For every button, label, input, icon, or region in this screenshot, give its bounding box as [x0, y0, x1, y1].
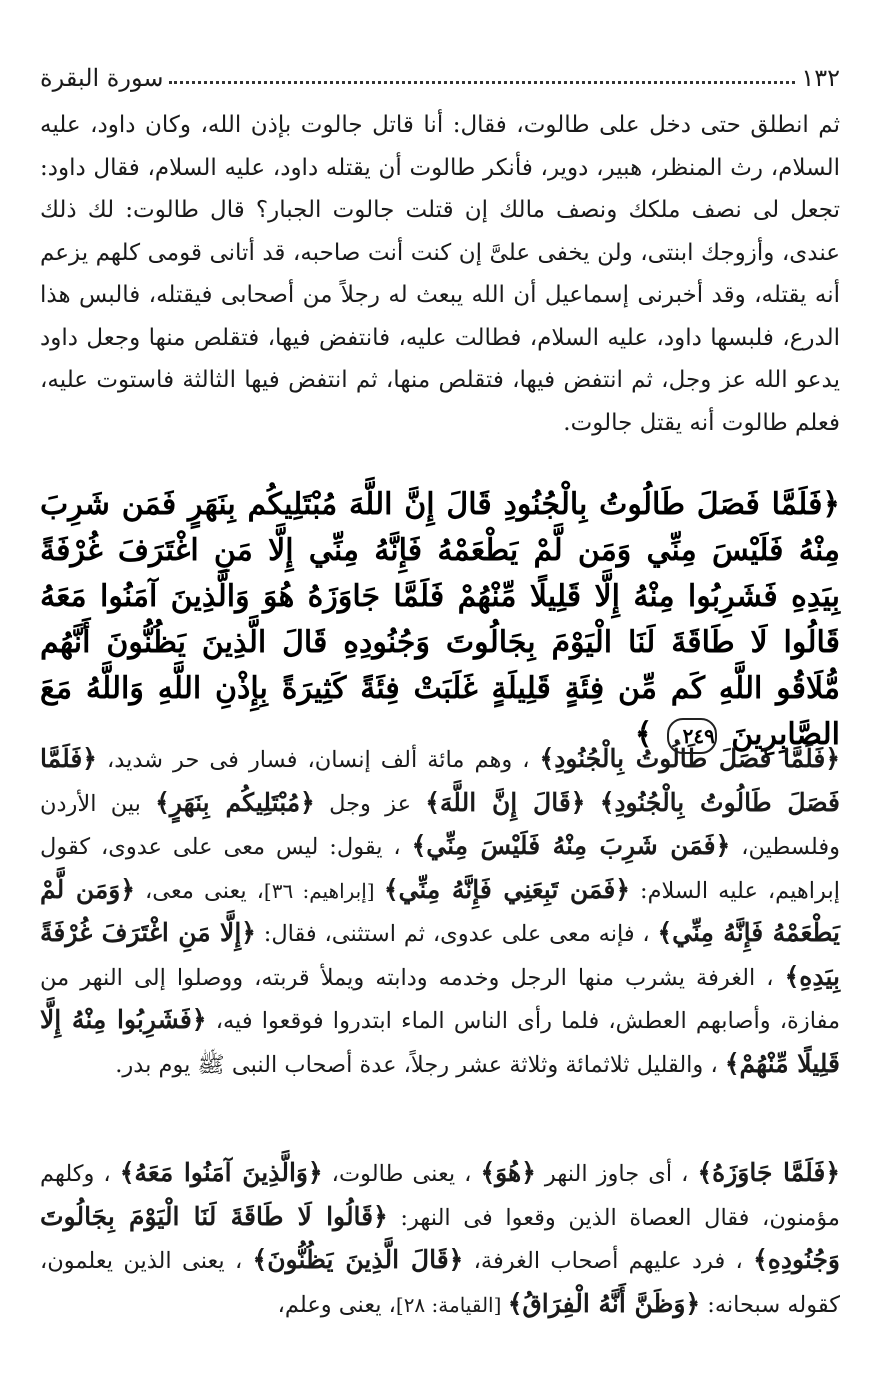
- commentary-text: ، يعنى معى،: [134, 877, 264, 904]
- quran-quote: ﴿وَالَّذِينَ آمَنُوا مَعَهُ﴾: [119, 1158, 323, 1187]
- commentary-text: ، يعنى طالوت،: [322, 1161, 481, 1187]
- narrative-paragraph: ثم انطلق حتى دخل على طالوت، فقال: أنا قاتل جالوت بإذن الله، وكان داود، عليه السلام، رث المنظر، هبير، دوير، فأنكر طالوت أن يقتله داود، عليه السلام، فقال داود: تجعل لى نصف ملكك ونصف مالك إن قتلت جالوت الجبار؟ قال طالوت: لك ذلك عندى، وأزوجك ابنتى، ولن يخفى علىَّ إن كنت أنت صاحبه، قد أتانى قومى كلهم يزعم أنه يقتله، وقد أخبرنى إسماعيل أن الله يبعث له رجلاً من أصحابى فيقتله، فالبس هذا الدرع، فلبسها داود، عليه السلام، فطالت عليه، فانتفض فيها، فتقلص منها وجعل داود يدعو الله عز وجل، ثم انتفض فيها، فتقلص منها، ثم انتفض فيها الثالثة فاستوت عليه، فعلم طالوت أنه يقتل جالوت.: [40, 112, 840, 436]
- quran-quote: ﴿مُبْتَلِيكُم بِنَهَرٍ﴾: [155, 787, 315, 817]
- tafsir-paragraph-2: [40, 1152, 840, 1326]
- page-header: [40, 52, 840, 92]
- commentary-text: ، أى جاوز النهر: [535, 1161, 698, 1187]
- quran-quote: ﴿فَلَمَّا فَصَلَ طَالُوتُ بِالْجُنُودِ﴾: [40, 744, 841, 817]
- quran-quote: ﴿قَالَ إِنَّ اللَّهَ﴾: [425, 787, 586, 817]
- citation-reference: [القيامة: ٢٨]: [395, 1292, 508, 1317]
- ayah-number-marker: ٢٤٩: [667, 718, 717, 754]
- quran-quote: ﴿فَلَمَّا جَاوَزَهُ﴾: [697, 1158, 840, 1187]
- commentary-text: ، يعنى الذين يعلمون، كقوله سبحانه:: [40, 1248, 840, 1318]
- quran-quote: ﴿فَمَن تَبِعَنِي فَإِنَّهُ مِنِّي﴾: [383, 874, 630, 904]
- verse-closing-bracket: ﴾: [634, 717, 653, 752]
- quran-verse-block: [40, 482, 840, 758]
- commentary-text: ، يعنى وعلم،: [277, 1291, 396, 1318]
- tafsir-paragraph-1: [40, 738, 840, 1086]
- commentary-text: [585, 791, 599, 817]
- quran-quote: ﴿وَمَن لَّمْ يَطْعَمْهُ فَإِنَّهُ مِنِّي﴾: [40, 874, 840, 947]
- commentary-text: ، وكلهم مؤمنون، فقال العصاة الذين وقعوا فى النهر:: [40, 1161, 840, 1231]
- commentary-text: ، الغرفة يشرب منها الرجل وخدمه ودابته ويملأ قربته، ووصلوا إلى النهر من مفازة، وأصابهم العطش، فلما رأى الناس الماء ابتدروا فوقعوا فيه،: [40, 964, 840, 1034]
- commentary-text: ، والقليل ثلاثمائة وثلاثة عشر رجلاً، عدة أصحاب النبى ﷺ يوم بدر.: [115, 1051, 725, 1078]
- commentary-text: بين الأردن وفلسطين،: [40, 790, 841, 860]
- header-dot-leader: [169, 81, 795, 84]
- commentary-text: ، يقول: ليس معى على عدوى، كقول إبراهيم، عليه السلام:: [40, 834, 840, 904]
- quran-quote: ﴿فَشَرِبُوا مِنْهُ إِلَّا قَلِيلًا مِّنْهُمْ﴾: [40, 1005, 840, 1078]
- quran-quote: ﴿وَظَنَّ أَنَّهُ الْفِرَاقُ﴾: [507, 1288, 701, 1318]
- commentary-text: عز وجل: [314, 790, 426, 817]
- commentary-text: ، فرد عليهم أصحاب الغرفة،: [463, 1248, 754, 1274]
- quran-quote: ﴿قَالُوا لَا طَاقَةَ لَنَا الْيَوْمَ بِجَالُوتَ وَجُنُودِهِ﴾: [40, 1201, 841, 1274]
- quran-quote: ﴿فَمَن شَرِبَ مِنْهُ فَلَيْسَ مِنِّي﴾: [411, 831, 731, 860]
- page-number: ١٣٢: [801, 64, 840, 92]
- quran-quote: ﴿إِلَّا مَنِ اغْتَرَفَ غُرْفَةً بِيَدِهِ﴾: [40, 918, 840, 991]
- surah-title: سورة البقرة: [40, 64, 164, 92]
- citation-reference: [إبراهيم: ٣٦]: [263, 878, 384, 903]
- quran-quote: ﴿فَلَمَّا فَصَلَ طَالُوتُ بِالْجُنُودِ﴾: [539, 744, 840, 773]
- verse-text: ﴿فَلَمَّا فَصَلَ طَالُوتُ بِالْجُنُودِ قَالَ إِنَّ اللَّهَ مُبْتَلِيكُم بِنَهَرٍ فَمَن شَرِبَ مِنْهُ فَلَيْسَ مِنِّي وَمَن لَّمْ يَطْعَمْهُ فَإِنَّهُ مِنِّي إِلَّا مَنِ اغْتَرَفَ غُرْفَةً بِيَدِهِ فَشَرِبُوا مِنْهُ إِلَّا قَلِيلًا مِّنْهُمْ فَلَمَّا جَاوَزَهُ هُوَ وَالَّذِينَ آمَنُوا مَعَهُ قَالُوا لَا طَاقَةَ لَنَا الْيَوْمَ بِجَالُوتَ وَجُنُودِهِ قَالَ الَّذِينَ يَظُنُّونَ أَنَّهُم مُّلَاقُو اللَّهِ كَم مِّن فِئَةٍ قَلِيلَةٍ غَلَبَتْ فِئَةً كَثِيرَةً بِإِذْنِ اللَّهِ وَاللَّهُ مَعَ الصَّابِرِينَ: [40, 487, 840, 752]
- commentary-text: ، فإنه معى على عدوى، ثم استثنى، فقال:: [255, 921, 658, 947]
- quran-quote: ﴿هُوَ﴾: [480, 1158, 536, 1187]
- commentary-text: ، وهم مائة ألف إنسان، فسار فى حر شديد،: [96, 747, 540, 773]
- quran-quote: ﴿قَالَ الَّذِينَ يَظُنُّونَ﴾: [252, 1245, 464, 1274]
